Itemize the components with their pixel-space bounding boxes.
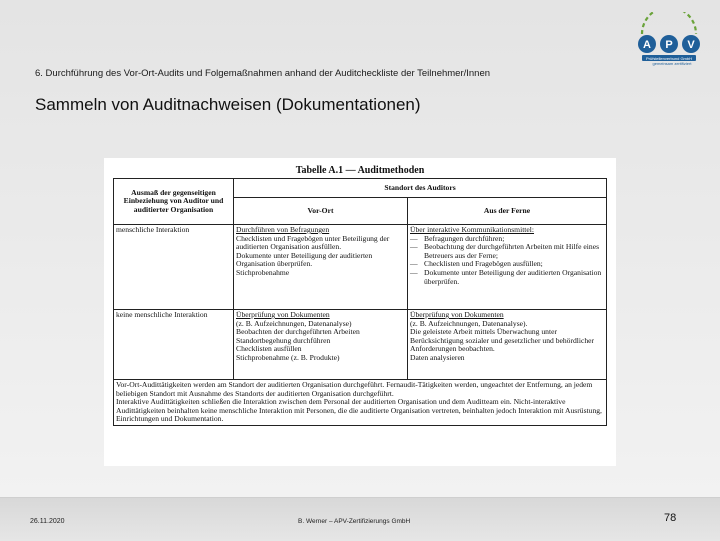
logo-letter-v: V [687,39,695,51]
row-label: keine menschliche Interaktion [114,310,234,380]
onsite-line: Standortbegehung durchführen [236,335,331,345]
remote-title: Über interaktive Kommunikationsmittel: [410,225,535,234]
remote-item: — Befragungen durchführen; [410,233,505,243]
remote-line: (z. B. Aufzeichnungen, Datenanalyse). [410,318,528,328]
note-interactive: Interaktive Audittätigkeiten schließen die Interaktion zwischen dem Personal der auditierten Organisation und dem Auditteam ein. Nicht-interaktive Audittätigkeiten beinhalten keine menschliche Interaktion mit Personen, die die auditierte Organisation vertreten, beinhalten jedoch Interaktion mit Ausrüstung, Einrichtungen und Dokumentation. [116,397,602,424]
audit-methods-table-image [104,158,616,466]
row-label: menschliche Interaktion [114,225,234,310]
onsite-line: Dokumente unter Beteiligung der auditierten Organisation überprüfen. [236,250,373,269]
onsite-line: Stichprobenahme [236,267,290,277]
onsite-line: Stichprobenahme (z. B. Produkte) [236,352,340,362]
remote-title: Überprüfung von Dokumenten [410,310,504,319]
col-onsite-header: Vor-Ort [234,198,408,225]
slide-title: Sammeln von Auditnachweisen (Dokumentationen) [35,95,421,114]
corner-header: Ausmaß der gegenseitigen Einbeziehung von Auditor und auditierter Organisation [114,179,234,225]
remote-item: — Checklisten und Fragebögen ausfüllen; [410,259,543,269]
logo-tagline: gemeinsam zertifiziert [652,61,692,66]
logo-letter-a: A [643,39,651,51]
remote-cell [408,225,607,310]
remote-item: — Beobachtung der durchgeführten Arbeiten mit Hilfe eines Betreuers aus der Ferne; [410,242,600,260]
onsite-title: Durchführen von Befragungen [236,225,330,234]
onsite-line: Beobachten der durchgeführten Arbeiten [236,327,360,337]
page-number: 78 [664,512,677,524]
onsite-line: (z. B. Aufzeichnungen, Datenanalyse) [236,318,352,328]
table-note-row [114,380,607,426]
remote-item: — Dokumente unter Beteiligung der auditierten Organisation überprüfen. [410,267,602,286]
slide-subtitle: 6. Durchführung des Vor-Ort-Audits und Folgemaßnahmen anhand der Auditcheckliste der Teilnehmer/Innen [35,68,491,79]
onsite-cell [234,310,408,380]
footer-author: B. Werner – APV-Zertifizierungs GmbH [298,518,411,525]
location-header: Standort des Auditors [234,179,607,198]
note-onsite-remote: Vor-Ort-Audittätigkeiten werden am Standort der auditierten Organisation durchgeführt. Fernaudit-Tätigkeiten werden, ungeachtet der Entfernung, an jedem beliebigen Standort mit Ausnahme des Standorts der auditierten Organisation durchgeführt. [116,380,593,398]
onsite-line: Checklisten ausfüllen [236,344,302,354]
onsite-title: Überprüfung von Dokumenten [236,310,330,319]
col-remote-header: Aus der Ferne [408,198,607,225]
footer-date: 26.11.2020 [30,518,65,525]
remote-line: Daten analysieren [410,352,465,362]
logo-letter-p: P [665,39,673,51]
logo-company: Prüfstellenverbund GmbH [645,55,693,61]
onsite-line: Checklisten und Fragebögen unter Beteiligung der auditierten Organisation ausfüllen. [236,233,390,252]
remote-line: Die geleistete Arbeit mittels Überwachung unter Berücksichtigung sozialer und gesetzlicher und behördlicher Anforderungen beobachten. [410,327,595,354]
table-caption: Tabelle A.1 — Auditmethoden [295,165,425,176]
table-row [114,310,607,380]
audit-methods-table [113,178,607,426]
table-row [114,225,607,310]
table-notes [114,380,607,426]
onsite-cell [234,225,408,310]
remote-cell [408,310,607,380]
